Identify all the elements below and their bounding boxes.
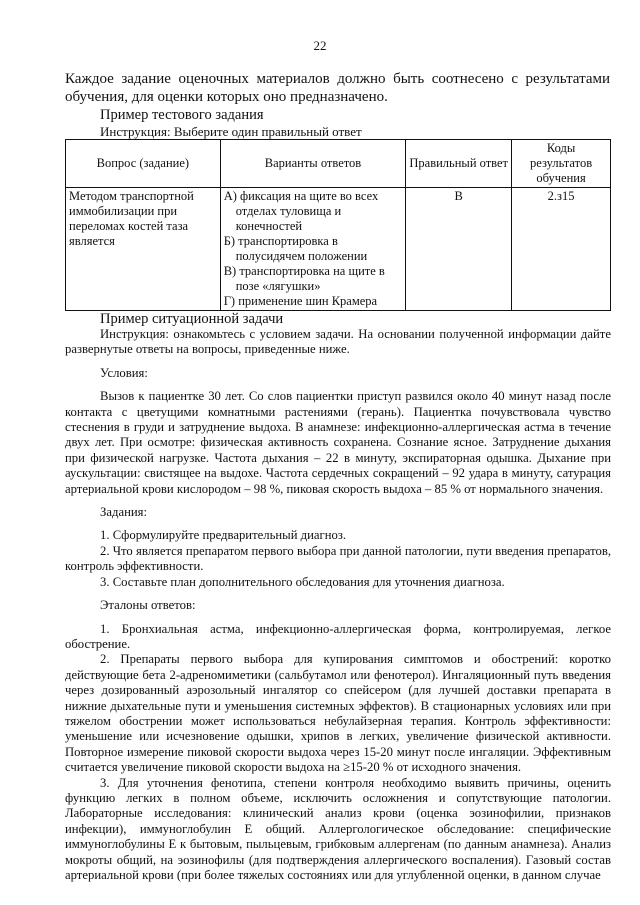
option-c: В) транспортировка на щите в позе «лягушки»	[223, 264, 385, 293]
test-table	[65, 139, 611, 311]
tasks-label: Задания:	[100, 505, 148, 520]
option-b: Б) транспортировка в полусидячем положении	[223, 234, 368, 263]
table-row	[66, 188, 611, 311]
conditions-label: Условия:	[100, 365, 148, 380]
header-correct: Правильный ответ	[406, 140, 512, 188]
answer-item: 1. Бронхиальная астма, инфекционно-аллергическая форма, контролируемая, легкое обострение.	[65, 621, 611, 651]
header-options: Варианты ответов	[220, 140, 406, 188]
situation-instruction: Инструкция: ознакомьтесь с условием задачи. На основании полученной информации дайте развернутые ответы на вопросы, приведенные ниже.	[65, 327, 611, 357]
question-cell: Методом транспортной иммобилизации при переломах костей таза является	[66, 188, 221, 311]
intro-paragraph: Каждое задание оценочных материалов должно быть соотнесено с результатами обучения, для оценки которых оно предназначено.	[65, 71, 610, 105]
situation-body	[65, 327, 611, 883]
conditions-text: Вызов к пациентке 30 лет. Со слов пациентки приступ развился около 40 минут назад после контакта с цветущими комнатными растениями (герань). Пациентка почувствовала чувство стеснения в груди и затруднение выдоха. В анамнезе: инфекционно-аллергическая астма в течение двух лет. При осмотре: физическая активность сохранена. Сознание ясное. Затруднение дыхания при физической нагрузке. Частота дыхания – 22 в минуту, экспираторная одышка. Дыхание при аускультации: свистящее на выдохе. Частота сердечных сокращений – 92 удара в минуту, сатурация артериальной крови кислородом – 98 %, пиковая скорость выдоха – 85 % от нормального значения.	[65, 389, 611, 496]
answer-item: 3. Для уточнения фенотипа, степени контроля необходимо выявить причины, оценить функцию легких в полном объеме, исключить осложнения и сопутствующие патологии. Лабораторные исследования: клинический анализ крови (оценка эозинофилии, признаков инфекции), иммуноглобулин Е общий. Аллергологическое обследование: специфические иммуноглобулины Е к бытовым, пыльцевым, грибковым аллергенам (по данным анамнеза). Анализ мокроты общий, на эозинофилы (для подтверждения аллергического воспаления). Газовый состав артериальной крови (при более тяжелых состояниях или для углубленной оценки, в данном случае	[65, 775, 611, 882]
options-cell	[220, 188, 406, 311]
code-cell: 2.з15	[512, 188, 611, 311]
option-a: А) фиксация на щите во всех отделах туловища и конечностей	[223, 189, 379, 233]
task-item: 2. Что является препаратом первого выбора при данной патологии, пути введения препаратов, контроль эффективности.	[65, 543, 611, 574]
situation-heading: Пример ситуационной задачи	[100, 311, 284, 327]
page-number: 22	[313, 38, 327, 53]
option-d: Г) применение шин Крамера	[223, 294, 378, 308]
task-item: 3. Составьте план дополнительного обследования для уточнения диагноза.	[100, 574, 505, 589]
header-question: Вопрос (задание)	[66, 140, 221, 188]
test-heading: Пример тестового задания	[100, 107, 264, 123]
task-item: 1. Сформулируйте предварительный диагноз.	[100, 528, 347, 543]
correct-cell: В	[406, 188, 512, 311]
header-codes: Коды результатов обучения	[512, 140, 611, 188]
table-header-row	[66, 140, 611, 188]
answer-item: 2. Препараты первого выбора для купирования симптомов и обострений: коротко действующие бета 2-адреномиметики (сальбутамол или фенотерол). Ингаляционный путь введения через дозированный аэрозольный ингалятор со спейсером (для лучшей доставки препарата в нижние дыхательные пути и уменьшения системных эффектов). В стационарных условиях или при тяжелом обострении может использоваться небулайзерная терапия. Контроль эффективности: уменьшение или исчезновение одышки, хрипов в легких, увеличение физической активности. Повторное измерение пиковой скорости выдоха через 15-20 минут после ингаляции. Эффективным считается увеличение пиковой скорости выдоха на ≥15-20 % от исходного значения.	[65, 652, 611, 775]
test-instruction: Инструкция: Выберите один правильный ответ	[100, 124, 362, 139]
answers-label: Эталоны ответов:	[100, 598, 196, 613]
